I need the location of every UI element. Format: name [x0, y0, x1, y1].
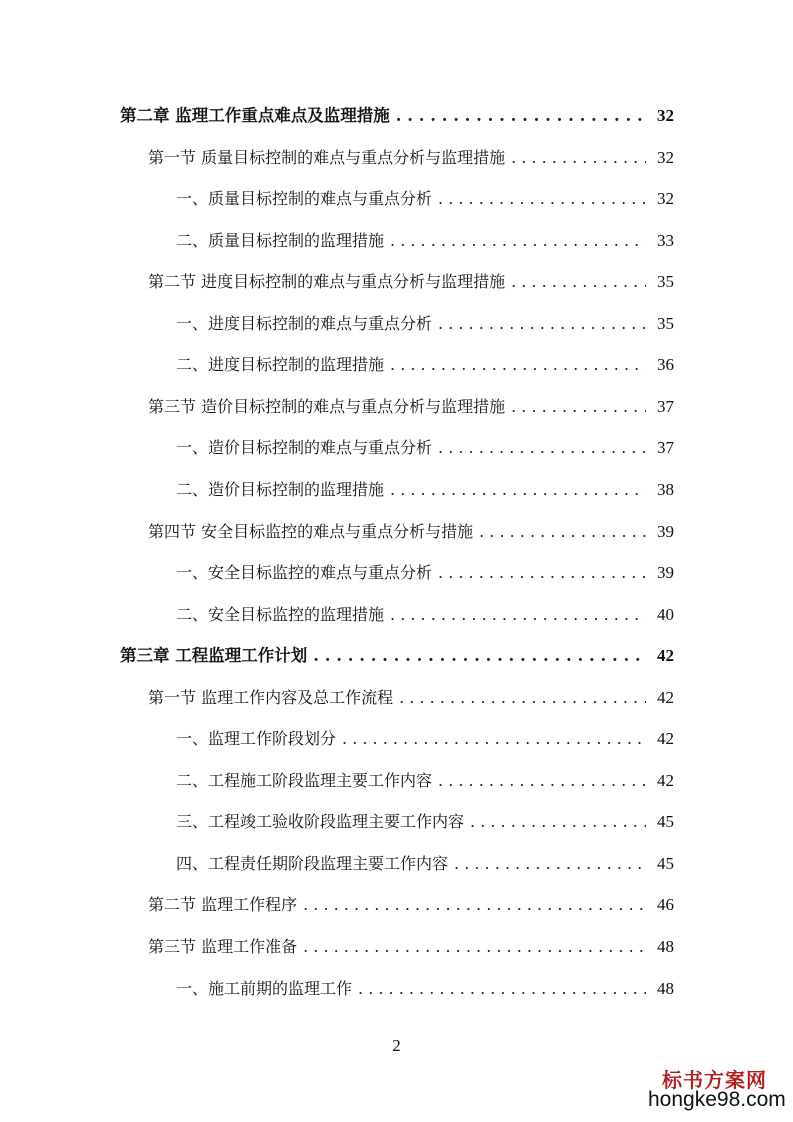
toc-dot-leader — [470, 810, 646, 834]
toc-entry-page: 38 — [657, 479, 674, 499]
toc-dot-leader — [390, 603, 646, 627]
toc-entry-title: 二、造价目标控制的监理措施 — [176, 479, 385, 499]
toc-entry-title: 一、监理工作阶段划分 — [176, 729, 337, 749]
toc-dot-leader — [511, 395, 646, 419]
toc-subsection-row[interactable] — [176, 436, 674, 460]
toc-section-row[interactable] — [148, 935, 674, 959]
toc-section-row[interactable] — [148, 395, 674, 419]
toc-entry-title: 一、造价目标控制的难点与重点分析 — [176, 438, 433, 458]
toc-subsection-row[interactable] — [176, 312, 674, 336]
toc-entry-page: 42 — [657, 646, 674, 666]
toc-subsection-row[interactable] — [176, 229, 674, 253]
toc-entry-page: 40 — [657, 604, 674, 624]
watermark-logo — [648, 1064, 788, 1116]
watermark-name: 标书方案网 — [662, 1068, 767, 1092]
toc-dot-leader — [390, 353, 646, 377]
toc-dot-leader — [399, 686, 646, 710]
toc-entry-title: 第三节 监理工作准备 — [148, 937, 298, 956]
toc-section-row[interactable] — [148, 893, 674, 917]
toc-dot-leader — [390, 478, 646, 502]
toc-entry-title: 第一节 质量目标控制的难点与重点分析与监理措施 — [148, 147, 506, 167]
page-number: 2 — [392, 1036, 401, 1055]
toc-entry-page: 37 — [657, 438, 674, 458]
toc-dot-leader — [511, 270, 646, 294]
toc-entry-title: 一、施工前期的监理工作 — [176, 978, 353, 998]
toc-subsection-row[interactable] — [176, 603, 674, 627]
toc-subsection-row[interactable] — [176, 769, 674, 793]
toc-section-row[interactable] — [148, 270, 674, 294]
toc-dot-leader — [358, 977, 646, 1001]
toc-subsection-row[interactable] — [176, 727, 674, 751]
toc-section-row[interactable] — [148, 146, 674, 170]
toc-entry-page: 36 — [657, 355, 674, 375]
toc-dot-leader — [438, 436, 646, 460]
toc-dot-leader — [438, 769, 646, 793]
toc-entry-page: 33 — [657, 230, 674, 250]
toc-section-row[interactable] — [148, 520, 674, 544]
toc-entry-page: 32 — [657, 106, 674, 125]
toc-entry-page: 45 — [657, 812, 674, 832]
toc-entry-page: 39 — [657, 563, 674, 583]
toc-chapter-row[interactable] — [120, 104, 674, 128]
watermark-url: hongke98.com — [648, 1088, 786, 1111]
toc-subsection-row[interactable] — [176, 353, 674, 377]
toc-dot-leader — [303, 935, 646, 959]
toc-dot-leader — [438, 312, 646, 336]
toc-entry-page: 35 — [657, 313, 674, 333]
toc-subsection-row[interactable] — [176, 478, 674, 502]
toc-entry-title: 二、安全目标监控的监理措施 — [176, 604, 385, 624]
toc-entry-title: 第一节 监理工作内容及总工作流程 — [148, 687, 394, 707]
toc-entry-page: 32 — [657, 189, 674, 209]
toc-entry-title: 二、进度目标控制的监理措施 — [176, 355, 385, 375]
toc-entry-page: 42 — [657, 687, 674, 707]
toc-entry-title: 二、工程施工阶段监理主要工作内容 — [176, 770, 433, 790]
toc-entry-title: 三、工程竣工验收阶段监理主要工作内容 — [176, 812, 465, 832]
toc-subsection-row[interactable] — [176, 187, 674, 211]
toc-dot-leader — [438, 187, 646, 211]
toc-entry-page: 48 — [657, 937, 674, 956]
toc-entry-title: 第三章 工程监理工作计划 — [120, 646, 308, 666]
toc-entry-page: 32 — [657, 147, 674, 167]
toc-dot-leader — [342, 727, 646, 751]
toc-entry-page: 46 — [657, 895, 674, 915]
toc-entry-title: 二、质量目标控制的监理措施 — [176, 230, 385, 250]
toc-entry-title: 第四节 安全目标监控的难点与重点分析与措施 — [148, 521, 474, 541]
toc-dot-leader — [454, 852, 646, 876]
toc-section-row[interactable] — [148, 686, 674, 710]
toc-chapter-row[interactable] — [120, 644, 674, 668]
toc-subsection-row[interactable] — [176, 810, 674, 834]
toc-entry-page: 48 — [657, 978, 674, 998]
toc-entry-title: 一、进度目标控制的难点与重点分析 — [176, 313, 433, 333]
toc-entry-page: 42 — [657, 770, 674, 790]
toc-entry-title: 四、工程责任期阶段监理主要工作内容 — [176, 853, 449, 873]
toc-entry-title: 第三节 造价目标控制的难点与重点分析与监理措施 — [148, 396, 506, 416]
toc-subsection-row[interactable] — [176, 977, 674, 1001]
toc-entry-page: 37 — [657, 396, 674, 416]
toc-entry-title: 一、质量目标控制的难点与重点分析 — [176, 189, 433, 209]
toc-dot-leader — [511, 146, 646, 170]
toc-entry-title: 一、安全目标监控的难点与重点分析 — [176, 563, 433, 583]
toc-entry-title: 第二节 监理工作程序 — [148, 895, 298, 915]
toc-dot-leader — [390, 229, 646, 253]
toc-dot-leader — [438, 561, 646, 585]
toc-entry-page: 45 — [657, 853, 674, 873]
toc-dot-leader — [396, 104, 646, 128]
toc-entry-title: 第二节 进度目标控制的难点与重点分析与监理措施 — [148, 272, 506, 292]
toc-dot-leader — [303, 893, 646, 917]
toc-subsection-row[interactable] — [176, 561, 674, 585]
toc-entry-page: 42 — [657, 729, 674, 749]
toc-entry-page: 39 — [657, 521, 674, 541]
toc-dot-leader — [479, 520, 646, 544]
toc-dot-leader — [313, 644, 646, 668]
toc-subsection-row[interactable] — [176, 852, 674, 876]
toc-entry-page: 35 — [657, 272, 674, 292]
toc-entry-title: 第二章 监理工作重点难点及监理措施 — [120, 106, 390, 125]
